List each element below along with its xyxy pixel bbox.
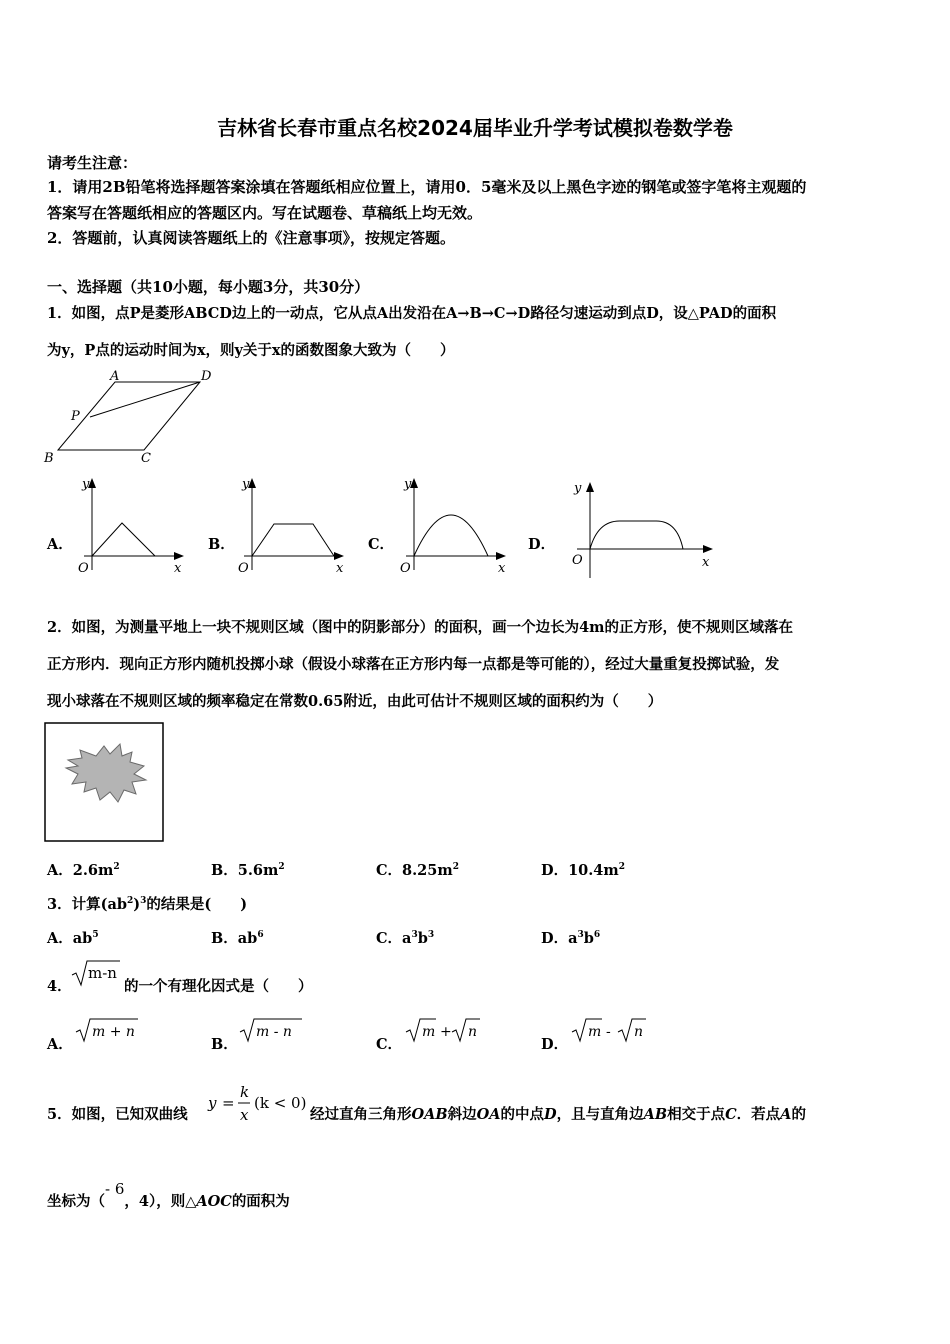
notice-line-1b: 答案写在答题纸相应的答题区内。写在试题卷、草稿纸上均无效。	[47, 204, 483, 222]
q4-option-a-expr	[74, 1016, 140, 1044]
formula-eq: =	[222, 1094, 235, 1112]
q2-line-2: 正方形内．现向正方形内随机投掷小球（假设小球落在正方形内每一点都是等可能的），经过大量重复投掷试验，发	[47, 656, 780, 673]
label-c: C	[141, 451, 151, 466]
label-d: D	[201, 369, 212, 384]
q4-option-a-label: A．	[47, 1036, 73, 1053]
q4-option-d-label: D．	[541, 1036, 569, 1053]
curve	[92, 523, 155, 556]
q1-option-b-label: B．	[208, 536, 235, 553]
radicand: n	[468, 1024, 478, 1040]
page-title: 吉林省长春市重点名校2024届毕业升学考试模拟卷数学卷	[217, 116, 733, 140]
q5-number: 5．如图，已知双曲线	[47, 1106, 188, 1123]
rhombus-figure	[40, 368, 230, 468]
q3-stem: 3．计算$(ab^2)^3$的结果是( )	[47, 896, 248, 913]
label-a: A	[110, 369, 120, 384]
q2-line-1: 2．如图，为测量平地上一块不规则区域（图中的阴影部分）的面积，画一个边长为4m的正方形，使不规则区域落在	[47, 619, 794, 636]
q1-line-2: 为y，P点的运动时间为x，则y关于x的函数图象大致为（ ）	[47, 342, 455, 359]
curve	[414, 515, 488, 556]
q5-line-2: 坐标为（- 6，4），则△AOC的面积为	[47, 1180, 290, 1210]
q4-option-c-expr	[404, 1016, 484, 1044]
origin-label: O	[238, 561, 249, 576]
q1-option-c-label: C．	[368, 536, 395, 553]
y-arrow-icon	[586, 482, 594, 492]
q1-line-1: 1．如图，点P是菱形ABCD边上的一动点，它从点A出发沿在A→B→C→D路径匀速运动到点D，设△PAD的面积	[47, 305, 777, 322]
x-label: x	[174, 561, 182, 576]
label-p: P	[71, 409, 80, 424]
graph-option-d	[565, 476, 720, 582]
x-arrow-icon	[334, 552, 344, 560]
curve	[590, 521, 683, 549]
radicand: m + n	[92, 1024, 135, 1040]
q4-number: 4．	[47, 978, 72, 995]
q4-option-b-label: B．	[211, 1036, 238, 1053]
sqrt-m-minus-n	[70, 958, 122, 988]
origin-label: O	[78, 561, 89, 576]
y-label: y	[242, 477, 250, 492]
x-label: x	[336, 561, 344, 576]
x-arrow-icon	[496, 552, 506, 560]
q2-option-b: B．$5.6m^2$	[211, 862, 285, 879]
notice-line-2: 2．答题前，认真阅读答题纸上的《注意事项》，按规定答题。	[47, 229, 455, 247]
q2-line-3: 现小球落在不规则区域的频率稳定在常数0.65附近，由此可估计不规则区域的面积约为（ ）	[47, 693, 663, 710]
segment-pd	[90, 382, 200, 417]
x-label: x	[702, 555, 710, 570]
origin-label: O	[572, 553, 583, 568]
y-label: y	[82, 477, 90, 492]
formula-x: x	[240, 1106, 249, 1124]
notice-line-1a: 1．请用2B铅笔将选择题答案涂填在答题纸相应位置上，请用0．5毫米及以上黑色字迹的钢笔或签字笔将主观题的	[47, 178, 807, 196]
hyperbola-formula	[204, 1078, 310, 1128]
q1-option-d-label: D．	[528, 536, 556, 553]
square-figure	[44, 722, 166, 844]
formula-y: y	[208, 1094, 217, 1112]
notice-heading: 请考生注意：	[47, 154, 138, 172]
q1-option-a-label: A．	[47, 536, 73, 553]
label-b: B	[44, 451, 54, 466]
q4-option-c-label: C．	[376, 1036, 403, 1053]
x-arrow-icon	[703, 545, 713, 553]
section-heading: 一、选择题（共10小题，每小题3分，共30分）	[47, 278, 370, 296]
radicand: m	[588, 1024, 602, 1040]
radicand: m	[422, 1024, 436, 1040]
x-arrow-icon	[174, 552, 184, 560]
formula-condition: (k < 0)	[254, 1094, 307, 1112]
operator: +	[440, 1024, 452, 1040]
radicand: m-n	[88, 964, 117, 982]
curve	[252, 524, 334, 556]
q3-option-b: B．$ab^6$	[211, 930, 264, 947]
q2-option-c: C．$8.25m^2$	[376, 862, 459, 879]
y-label: y	[574, 481, 582, 496]
q3-option-d: D．$a^3b^6$	[541, 930, 601, 947]
graph-option-a	[70, 474, 190, 580]
q4-option-b-expr	[238, 1016, 304, 1044]
irregular-region	[66, 744, 146, 802]
graph-option-c	[392, 474, 512, 580]
coord-x: - 6	[105, 1180, 125, 1198]
y-label: y	[404, 477, 412, 492]
q3-option-a: A．$ab^5$	[47, 930, 99, 947]
q4-stem: 的一个有理化因式是（ ）	[124, 978, 313, 995]
q5-stem: 经过直角三角形OAB斜边OA的中点D，且与直角边AB相交于点C．若点A的	[310, 1106, 806, 1123]
x-label: x	[498, 561, 506, 576]
formula-k: k	[240, 1083, 250, 1101]
graph-option-b	[230, 474, 350, 580]
q4-option-d-expr	[570, 1016, 650, 1044]
radicand: n	[634, 1024, 644, 1040]
radicand: m - n	[256, 1024, 292, 1040]
q2-option-a: A．$2.6m^2$	[47, 862, 120, 879]
operator: -	[606, 1024, 611, 1040]
q3-option-c: C．$a^3b^3$	[376, 930, 435, 947]
origin-label: O	[400, 561, 411, 576]
q2-option-d: D．$10.4m^2$	[541, 862, 626, 879]
